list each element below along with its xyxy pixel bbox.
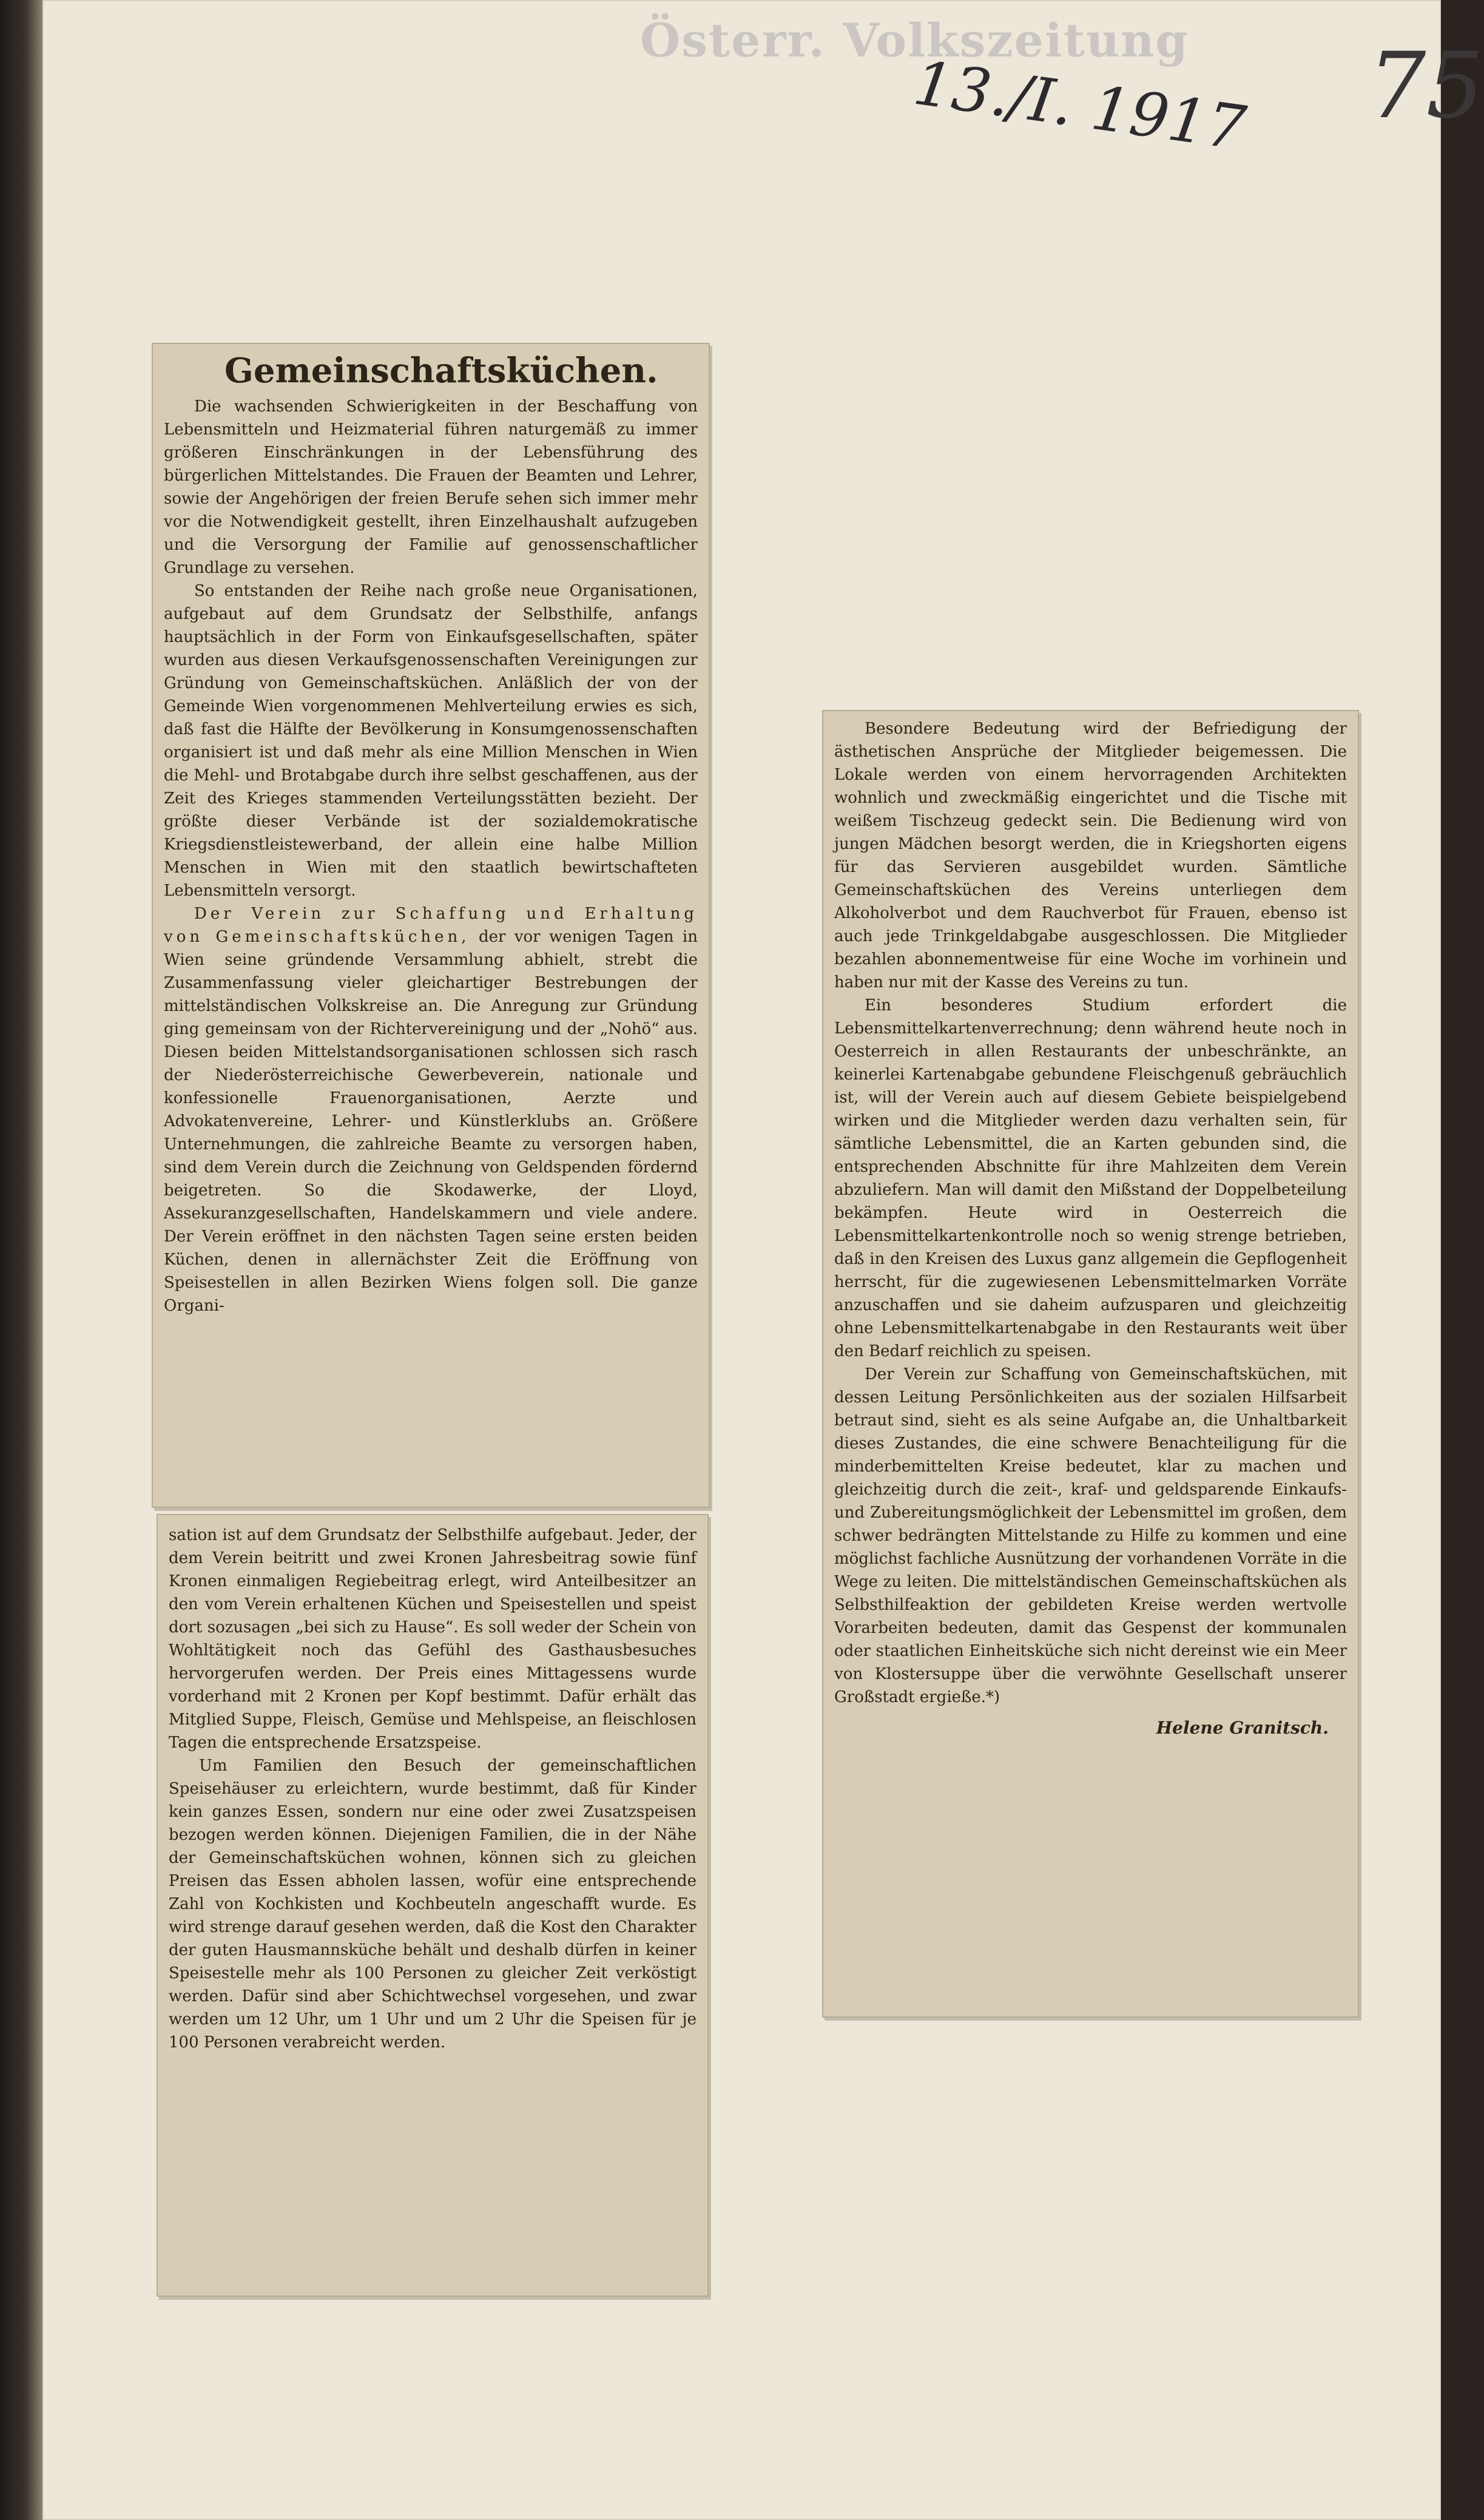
handwritten-date: 13./I. 1917	[909, 47, 1250, 164]
article-headline: Gemeinschaftsküchen.	[224, 351, 658, 391]
scan-edge	[0, 0, 42, 2520]
paragraph: sation ist auf dem Grundsatz der Selbsthilfe aufgebaut. Jeder, der dem Verein beitritt und zwei Kronen Jahresbeitrag sowie fünf Kronen einmaligen Regiebeitrag erlegt, wird Anteilbesitzer an den vom Verein erhaltenen Küchen und Speisestellen und speist dort sozusagen „bei sich zu Hause“. Es soll weder der Schein von Wohltätigkeit noch das Gefühl des Gasthausbesuches hervorgerufen werden. Der Preis eines Mittagessens wurde vorderhand mit 2 Kronen per Kopf bestimmt. Dafür erhält das Mitglied Suppe, Fleisch, Gemüse und Mehlspeise, an fleischlosen Tagen die entsprechende Ersatzspeise.	[169, 1526, 696, 1752]
paragraph-lead	[164, 902, 698, 1317]
paragraph: Der Verein zur Schaffung von Gemeinschaftsküchen, mit dessen Leitung Persönlichkeiten aus der sozialen Hilfsarbeit betraut sind, sieht es als seine Aufgabe an, die Unhaltbarkeit dieses Zustandes, die eine schwere Benachteiligung für die minderbemittelten Kreise bedeutet, klar zu machen und gleichzeitig durch die zeit-, kraf- und geldsparende Einkaufs- und Zubereitungsmöglichkeit der Lebensmittel im großen, dem schwer bedrängten Mittelstande zu Hilfe zu kommen und eine möglichst fachliche Ausnützung der vorhandenen Vorräte in die Wege zu leiten. Die mittelständischen Gemeinschaftsküchen als Selbsthilfeaktion der gebildeten Kreise werden wertvolle Vorarbeiten bedeuten, damit das Gespenst der kommunalen oder staatlichen Einheitsküche sich nicht dereinst wie ein Meer von Klostersuppe über die verwöhnte Gesellschaft unserer Großstadt ergieße.*)	[834, 1365, 1347, 1706]
clipping-column-3	[822, 710, 1359, 2018]
paragraph: Die wachsenden Schwierigkeiten in der Beschaffung von Lebensmitteln und Heizmaterial führen naturgemäß zu immer größeren Einschränkungen in der Lebensführung des bürgerlichen Mittelstandes. Die Frauen der Beamten und Lehrer, sowie der Angehörigen der freien Berufe sehen sich immer mehr vor die Notwendigkeit gestellt, ihren Einzelhaushalt aufzugeben und die Versorgung der Familie auf genossenschaftlicher Grundlage zu versehen.	[164, 397, 698, 577]
paragraph: So entstanden der Reihe nach große neue Organisationen, aufgebaut auf dem Grundsatz der Selbsthilfe, anfangs hauptsächlich in der Form von Einkaufsgesellschaften, später wurden aus diesen Verkaufsgenossenschaften Vereinigungen zur Gründung von Gemeinschaftsküchen. Anläßlich der von der Gemeinde Wien vorgenommenen Mehlverteilung erwies es sich, daß fast die Hälfte der Bevölkerung in Konsumgenossenschaften organisiert ist und daß mehr als eine Million Menschen in Wien die Mehl- und Brotabgabe durch ihre selbst geschaffenen, aus der Zeit des Krieges stammenden Verteilungsstätten bezieht. Der größte dieser Verbände ist der sozialdemokratische Kriegsdienstleistewerband, der allein eine halbe Million Menschen in Wien mit den staatlich bewirtschafteten Lebensmitteln versorgt.	[164, 582, 698, 900]
folio-number: 75	[1368, 33, 1484, 139]
paragraph: Besondere Bedeutung wird der Befriedigung der ästhetischen Ansprüche der Mitglieder beigemessen. Die Lokale werden von einem hervorragenden Architekten wohnlich und zweckmäßig eingerichtet und die Tische mit weißem Tischzeug gedeckt sein. Die Bedienung wird von jungen Mädchen besorgt werden, die in Kriegshorten eigens für das Servieren ausgebildet wurden. Sämtliche Gemeinschaftsküchen des Vereins unterliegen dem Alkoholverbot und dem Rauchverbot für Frauen, ebenso ist auch jede Trinkgeldabgabe ausgeschlossen. Die Mitglieder bezahlen abonnementweise für eine Woche im vorhinein und haben nur mit der Kasse des Vereins zu tun.	[834, 720, 1347, 991]
paragraph: Ein besonderes Studium erfordert die Lebensmittelkartenverrechnung; denn während heute noch in Oesterreich in allen Restaurants der unbeschränkte, an keinerlei Kartenabgabe gebundene Fleischgenuß gebräuchlich ist, will der Verein auch auf diesem Gebiete beispielgebend wirken und die Mitglieder werden dazu verhalten sein, für sämtliche Lebensmittel, die an Karten gebunden sind, die entsprechenden Abschnitte für ihre Mahlzeiten dem Verein abzuliefern. Man will damit den Mißstand der Doppelbeteilung bekämpfen. Heute wird in Oesterreich die Lebensmittelkartenkontrolle noch so wenig strenge betrieben, daß in den Kreisen des Luxus ganz allgemein die Gepflogenheit herrscht, für die zugewiesenen Lebensmittelmarken Vorräte anzuschaffen und sie daheim aufzusparen und gleichzeitig ohne Lebensmittelkartenabgabe in den Restaurants weit über den Bedarf reichlich zu speisen.	[834, 996, 1347, 1360]
clipping-column-2	[157, 1514, 709, 2297]
spaced-phrase: Der Verein zur Schaffung und Erhaltung von Gemeinschaftsküchen,	[164, 905, 698, 946]
clipping-column-1	[152, 343, 710, 1508]
paragraph-text: der vor wenigen Tagen in Wien seine gründende Versammlung abhielt, strebt die Zusammenfassung vieler gleichartiger Bestrebungen der mittelständischen Volkskreise an. Die Anregung zur Gründung ging gemeinsam von der Richtervereinigung und der „Nohö“ aus. Diesen beiden Mittelstandsorganisationen schlossen sich rasch der Niederösterreichische Gewerbeverein, nationale und konfessionelle Frauenorganisationen, Aerzte und Advokatenvereine, Lehrer- und Künstlerklubs an. Größere Unternehmungen, die zahlreiche Beamte zu versorgen haben, sind dem Verein durch die Zeichnung von Geldspenden fördernd beigetreten. So die Skodawerke, der Lloyd, Assekuranzgesellschaften, Handelskammern und viele andere. Der Verein eröffnet in den nächsten Tagen seine ersten beiden Küchen, denen in allernächster Zeit die Eröffnung von Speisestellen in allen Bezirken Wiens folgen soll. Die ganze Organi-	[164, 928, 698, 1315]
paragraph: Um Familien den Besuch der gemeinschaftlichen Speisehäuser zu erleichtern, wurde bestimmt, daß für Kinder kein ganzes Essen, sondern nur eine oder zwei Zusatzspeisen bezogen werden können. Diejenigen Familien, die in der Nähe der Gemeinschaftsküchen wohnen, können sich zu gleichen Preisen das Essen abholen lassen, wofür eine entsprechende Zahl von Kochkisten und Kochbeuteln angeschafft wurde. Es wird strenge darauf gesehen werden, daß die Kost den Charakter der guten Hausmannsküche behält und deshalb dürfen in keiner Speisestelle mehr als 100 Personen zu gleicher Zeit verköstigt werden. Dafür sind aber Schichtwechsel vorgesehen, und zwar werden um 12 Uhr, um 1 Uhr und um 2 Uhr die Speisen für je 100 Personen verabreicht werden.	[169, 1757, 696, 2052]
newspaper-stamp: Österr. Volkszeitung	[640, 13, 1189, 67]
author-signature: Helene Granitsch.	[1156, 1718, 1329, 1738]
